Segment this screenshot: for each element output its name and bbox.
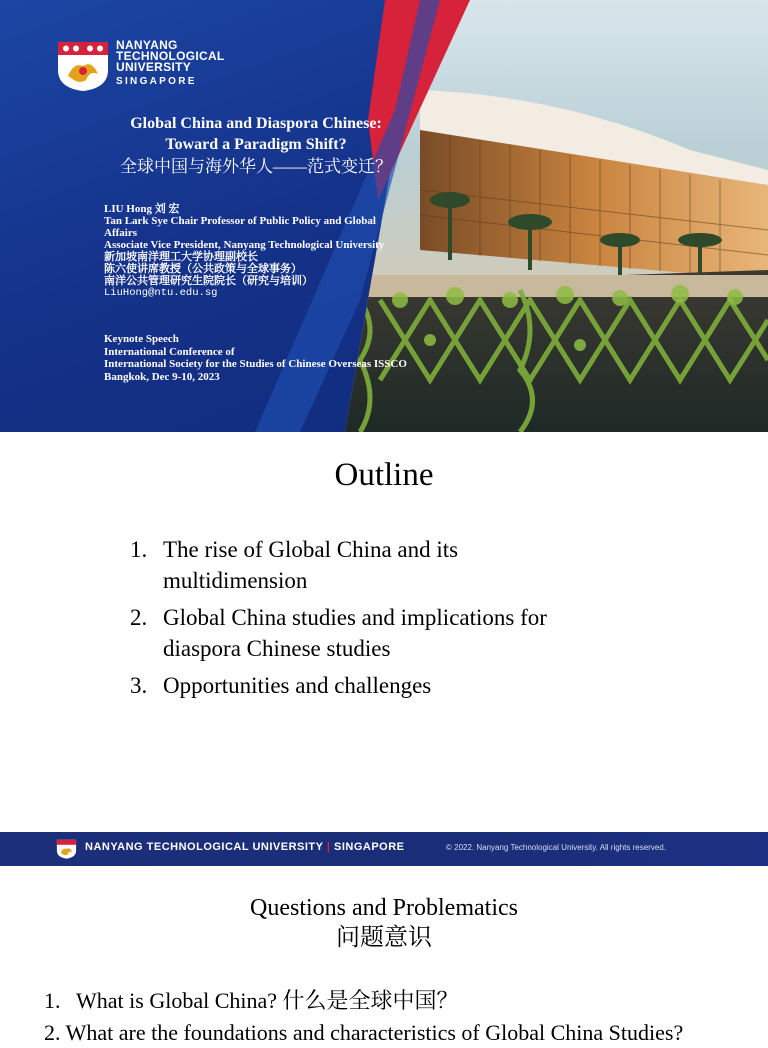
keynote-line: Keynote Speech xyxy=(104,333,179,345)
keynote-line: International Conference of xyxy=(104,345,235,358)
questions-title xyxy=(0,893,768,953)
author-email: LiuHong@ntu.edu.sg xyxy=(104,287,218,299)
question-text-partial: 2. What are the foundations and characteristics of Global China Studies? xyxy=(44,1020,684,1045)
outline-item-number: 3. xyxy=(130,673,148,698)
author-line: 南洋公共管理研究生院院长（研究与培训） xyxy=(104,275,313,287)
author-info xyxy=(104,203,424,299)
outline-title: Outline xyxy=(334,457,434,493)
questions-title-english: Questions and Problematics xyxy=(250,895,518,921)
author-line: Associate Vice President, Nanyang Technological University xyxy=(104,239,385,251)
keynote-line: International Society for the Studies of Chinese Overseas ISSCO xyxy=(104,358,407,370)
outline-item xyxy=(130,602,650,664)
author-line: Tan Lark Sye Chair Professor of Public Policy and Global xyxy=(104,215,376,227)
author-line: 新加坡南洋理工大学协理副校长 xyxy=(104,251,258,263)
outline-item-number: 2. xyxy=(130,605,148,630)
outline-item-line: Global China studies and implications for xyxy=(163,605,547,630)
outline-item-number: 1. xyxy=(130,537,148,562)
outline-item-line: diaspora Chinese studies xyxy=(163,636,391,661)
outline-item xyxy=(130,670,650,701)
keynote-line: Bangkok, Dec 9-10, 2023 xyxy=(104,370,220,383)
outline-slide xyxy=(0,432,768,832)
logo-line-3: UNIVERSITY xyxy=(116,60,192,74)
footer-country: SINGAPORE xyxy=(333,841,405,853)
footer-separator: | xyxy=(326,841,331,853)
outline-list xyxy=(130,534,650,707)
outline-item-line: The rise of Global China and its xyxy=(163,537,459,562)
outline-item-text xyxy=(163,602,547,664)
author-line: LIU Hong 刘 宏 xyxy=(104,203,180,215)
question-number: 1. xyxy=(44,988,61,1013)
keynote-info xyxy=(104,333,444,383)
title-english-line-2: Toward a Paradigm Shift? xyxy=(165,136,347,153)
slide-footer xyxy=(0,832,768,866)
presentation-title xyxy=(86,113,426,179)
question-text: What is Global China? 什么是全球中国？ xyxy=(76,988,459,1013)
ntu-logo xyxy=(56,40,225,92)
title-english-line-1: Global China and Diaspora Chinese: xyxy=(130,115,382,132)
outline-item-line: multidimension xyxy=(163,568,308,593)
ntu-crest-icon xyxy=(56,839,77,859)
title-chinese: 全球中国与海外华人——范式变迁？ xyxy=(120,157,392,176)
footer-copyright: © 2022. Nanyang Technological University. All rights reserved. xyxy=(446,843,666,852)
logo-wordmark xyxy=(116,40,225,87)
author-line: Affairs xyxy=(104,227,137,239)
question-item xyxy=(44,986,459,1016)
outline-item-text xyxy=(163,534,458,596)
question-item-partial xyxy=(44,1018,744,1045)
logo-line-4: SINGAPORE xyxy=(116,76,197,87)
footer-name-text: NANYANG TECHNOLOGICAL UNIVERSITY xyxy=(85,841,324,853)
title-slide xyxy=(0,0,768,432)
logo-line-1: NANYANG xyxy=(116,38,178,52)
questions-title-chinese: 问题意识 xyxy=(336,925,432,951)
author-line: 陈六使讲席教授（公共政策与全球事务） xyxy=(104,263,302,275)
outline-item xyxy=(130,534,650,596)
questions-slide xyxy=(0,866,768,1045)
ntu-crest-icon xyxy=(56,40,110,92)
footer-university-name xyxy=(85,841,405,853)
outline-item-text xyxy=(163,670,431,701)
logo-line-2: TECHNOLOGICAL xyxy=(116,49,225,63)
outline-item-line: Opportunities and challenges xyxy=(163,673,432,698)
